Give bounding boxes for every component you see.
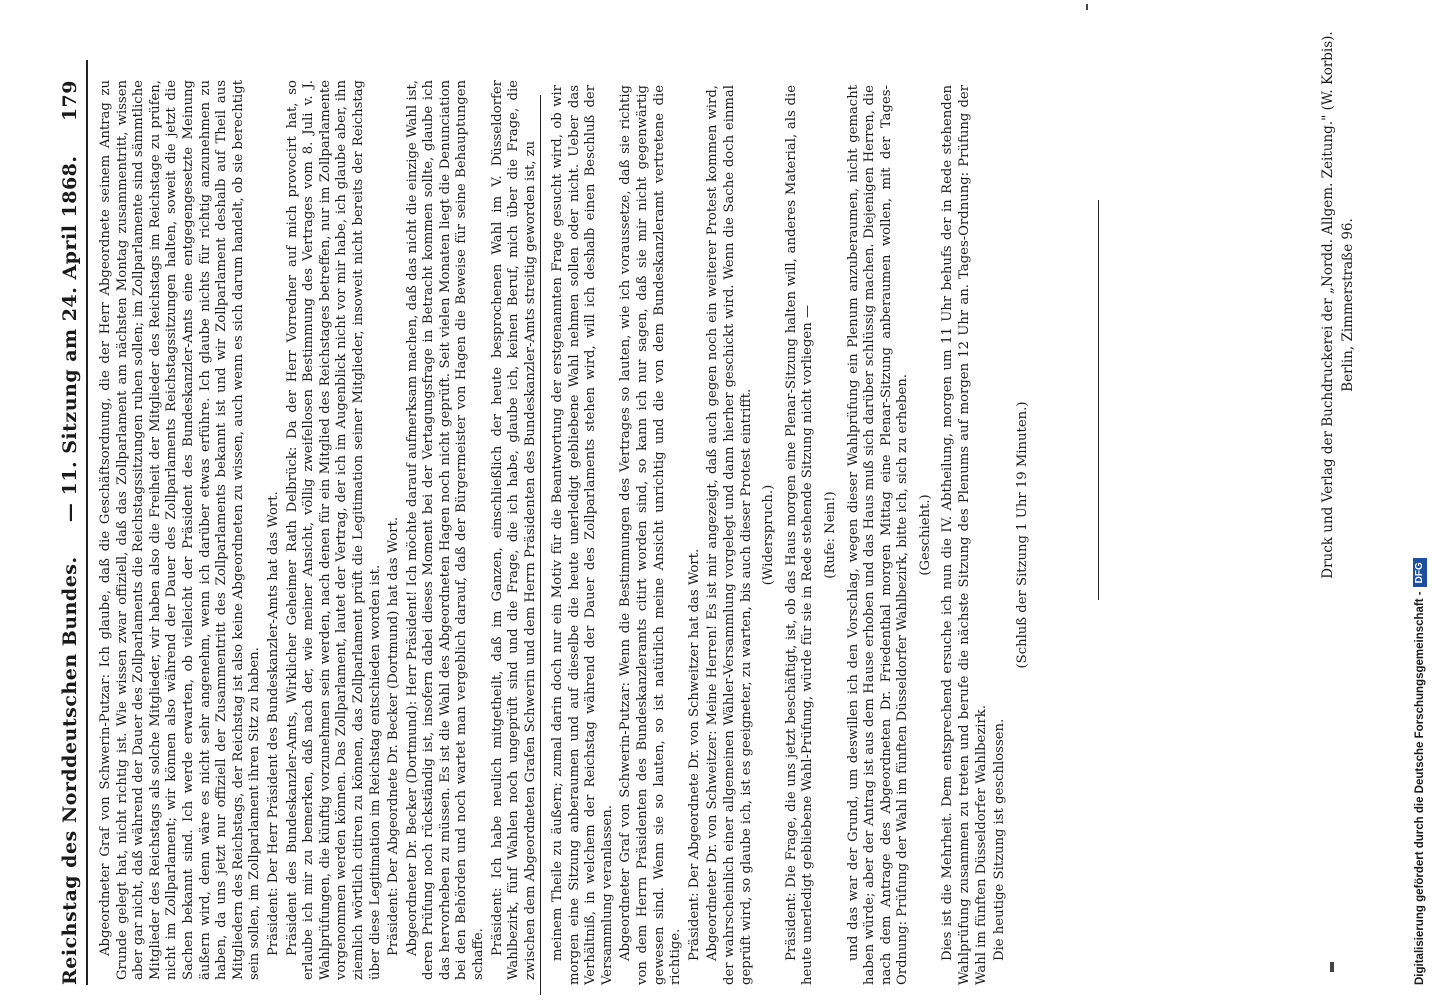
scan-mark xyxy=(1330,962,1334,972)
printer-imprint xyxy=(1318,25,1358,585)
paragraph-remark: (Schluß der Sitzung 1 Uhr 19 Minuten.) xyxy=(1014,401,1030,669)
paragraph: Präsident: Die Frage, die uns jetzt beschäftigt, ist, ob das Haus morgen eine Plenar-Sitzung halten will, anderes Material, als die heute unerledigt gebliebene Wahl-Prüfung, würde für sie in Rede stehende Sitzung nicht vorliegen — xyxy=(783,85,816,985)
page-number: 179 xyxy=(59,80,81,122)
paragraph: Abgeordneter Dr. von Schweitzer: Meine Herren! Es ist mir angezeigt, daß auch gegen noch ein weiterer Protest kommen wird, der wahrscheinlich einer allgemeinen Wähler-Versammlung vorgelegt und dann hierher geschickt wird. Wenn die Sache doch einmal geprüft wird, so glaube ich, ist es geeigneter, zu warten, bis auch dieser Protest eintrifft. xyxy=(705,85,754,985)
text-column-right xyxy=(550,85,1030,985)
paragraph: Abgeordneter Graf von Schwerin-Putzar: Ich glaube, daß die Geschäftsordnung, die der Herr Abgeordnete seinem Antrag zu Grunde gelegt hat, nicht richtig ist. Wie wissen zwar offiziell, daß das Zollparlament am nächsten Montag zusammentritt, wissen aber gar nicht, daß während der Dauer des Zollparlaments die Reichstagssitzungen ruhen sollen; im Zollparlamente sind sämmtliche Mitglieder des Reichstags als solche Mitglieder, wir haben also die Freiheit der Mitglieder des Reichstags im Reichstage zu prüfen, nicht im Zollparlament; wir können also während der Dauer des Zollparlaments Reichstagssitzungen halten, soweit die jetzt die Sachen bekannt sind. Ich werde erwarten, ob vielleicht der Präsident des Bundeskanzler-Amts eine entgegengesetzte Meinung äußern wird, denn wäre es nicht sehr angenehm, wenn ich darüber etwas erführe. Ich glaube nichts für richtig anzunehmen zu haben, da uns jetzt nur offiziell der Zusammentritt des Zollparlaments bekannt ist und wir Zollparlament deshalb auf Theil aus Mitgliedern des Reichstags, der Reichstag ist also keine Abgeordneten zu wissen, auch wenn es sich darum handelt, ob sie berechtigt sein sollen, im Zollparlament ihren Sitz zu haben. xyxy=(98,80,263,980)
paragraph: Präsident: Ich habe neulich mitgetheilt, daß im Ganzen, einschließlich der heute besprochenen Wahl im V. Düsseldorfer Wahlbezirk, fünf Wahlen noch ungeprüft sind und die Frage, die ich habe, glaube ich, keinen Beruf, mich über die Frage, die zwischen dem Abgeordneten Grafen Schwerin und dem Herrn Präsidenten des Bundeskanzler-Amts streitig geworden ist, zu xyxy=(489,80,538,980)
end-rule xyxy=(1098,200,1099,600)
paragraph: Präsident des Bundeskanzler-Amts, Wirklicher Geheimer Rath Delbrück: Da der Herr Vorredner auf mich provocirt hat, so erlaube ich mir zu bemerken, daß nach der, wie meiner Ansicht, völlig zweifellosen Bestimmung des Vertrages vom 8. Juli v. J. Wahlprüfungen, die künftig vorzunehmen sein werden, nach denen für ein Mitglied des Reichstages betreffen, nur im Zollparlamente vorgenommen werden können. Das Zollparlament, lautet der Vertrag, der ich im Augenblick nicht vor mir habe, ich glaube aber, ihn ziemlich wörtlich citiren zu können, das Zollparlament prüft die Legitimation seiner Mitglieder, insoweit nicht bereits der Reichstag über diese Legitimation im Reichstag entschieden worden ist. xyxy=(284,80,383,980)
text-column-left xyxy=(98,80,538,980)
paragraph: meinem Theile zu äußern; zumal darin doch nur ein Motiv für die Beantwortung der erstgenannten Frage gesucht wird, ob wir morgen eine Sitzung anberaumen und auf dieselbe die heute unerledigt gebliebene Wahl nehmen sollen oder nicht. Ueber das Verhältniß, in welchem der Reichstag während der Dauer des Zollparlaments stehen wird, will ich deshalb einen Beschluß der Versammlung veranlassen. xyxy=(550,85,615,985)
paragraph: Dies ist die Mehrheit. Dem entsprechend ersuche ich nun die IV. Abtheilung, morgen um 11 Uhr behufs der in Rede stehenden Wahlprüfung zusammen zu treten und berufe die nächste Sitzung des Plenums auf morgen 12 Uhr an. Tages-Ordnung: Prüfung der Wahl im fünften Düsseldorfer Wahlbezirk. xyxy=(940,85,989,985)
column-divider-rule xyxy=(540,95,541,995)
paragraph-remark: (Widerspruch.) xyxy=(761,484,777,586)
page-header xyxy=(58,80,82,985)
header-session-title: — 11. Sitzung am 24. April 1868. xyxy=(59,155,81,523)
header-rule xyxy=(86,60,88,985)
paragraph: Präsident: Der Abgeordnete Dr. von Schweitzer hat das Wort. xyxy=(686,548,702,961)
paragraph-remark: (Rufe: Nein!) xyxy=(822,491,838,579)
paragraph: Präsident: Der Herr Präsident des Bundeskanzler-Amts hat das Wort. xyxy=(265,491,281,956)
imprint-line: Druck und Verlag der Buchdruckerei der „Nordd. Allgem. Zeitung." (W. Korbis). xyxy=(1320,31,1336,579)
funding-notice xyxy=(1412,5,1428,985)
paragraph: Präsident: Der Abgeordnete Dr. Becker (Dortmund) hat das Wort. xyxy=(386,516,402,956)
paragraph-remark: (Geschieht.) xyxy=(917,494,933,576)
header-left-title: Reichstag des Norddeutschen Bundes. xyxy=(59,556,81,985)
paragraph: Abgeordneter Graf von Schwerin-Putzar: Wenn die Bestimmungen des Vertrages so lauten, wie ich voraussetze, daß sie richtig von dem Herrn Präsidenten des Bundeskanzleramts citirt worden sind, so kann ich nur sagen, daß sie mir nicht gegenwärtig gewesen sind. Wenn sie so lauten, so ist natürlich meine Ansicht unrichtig und die von dem Bundeskanzleramt vertretene die richtige. xyxy=(618,85,684,985)
funding-text: Digitalisierung gefördert durch die Deutsche Forschungsgemeinschaft - xyxy=(1414,591,1426,985)
paragraph: Die heutige Sitzung ist geschlossen. xyxy=(992,718,1008,961)
imprint-line: Berlin, Zimmerstraße 96. xyxy=(1340,218,1356,392)
dfg-logo-icon: DFG xyxy=(1413,558,1427,587)
paragraph: und das war der Grund, um deswillen ich den Vorschlag, wegen dieser Wahlprüfung ein Plenum anzuberaumen, nicht gemacht haben würde; aber der Antrag ist aus dem Hause erhoben und das Haus muß sich darüber schlüssig machen. Diejenigen Herren, die nach dem Antrage des Abgeordneten Dr. Friedenthal morgen Mittag eine Plenar-Sitzung anberaumen wollen, mit der Tages-Ordnung: Prüfung der Wahl im fünften Düsseldorfer Wahlbezirk, bitte ich, sich zu erheben. xyxy=(845,85,911,985)
scan-mark xyxy=(1086,4,1088,10)
paragraph: Abgeordneter Dr. Becker (Dortmund): Herr Präsident! Ich möchte darauf aufmerksam machen, daß das nicht die einzige Wahl ist, deren Prüfung noch rückständig ist, insofern dabei dieses Moment bei der Vertagungsfrage in Betracht kommen sollte, glaube ich das hervorheben zu müssen. Es ist die Wahl des Abgeordneten Hagen noch nicht geprüft. Seit vielen Monaten liegt die Denunciation bei den Behörden und noch wartet man vergeblich darauf, daß der Bürgermeister von Hagen die Beweise für seine Behauptungen schaffe. xyxy=(404,80,487,980)
